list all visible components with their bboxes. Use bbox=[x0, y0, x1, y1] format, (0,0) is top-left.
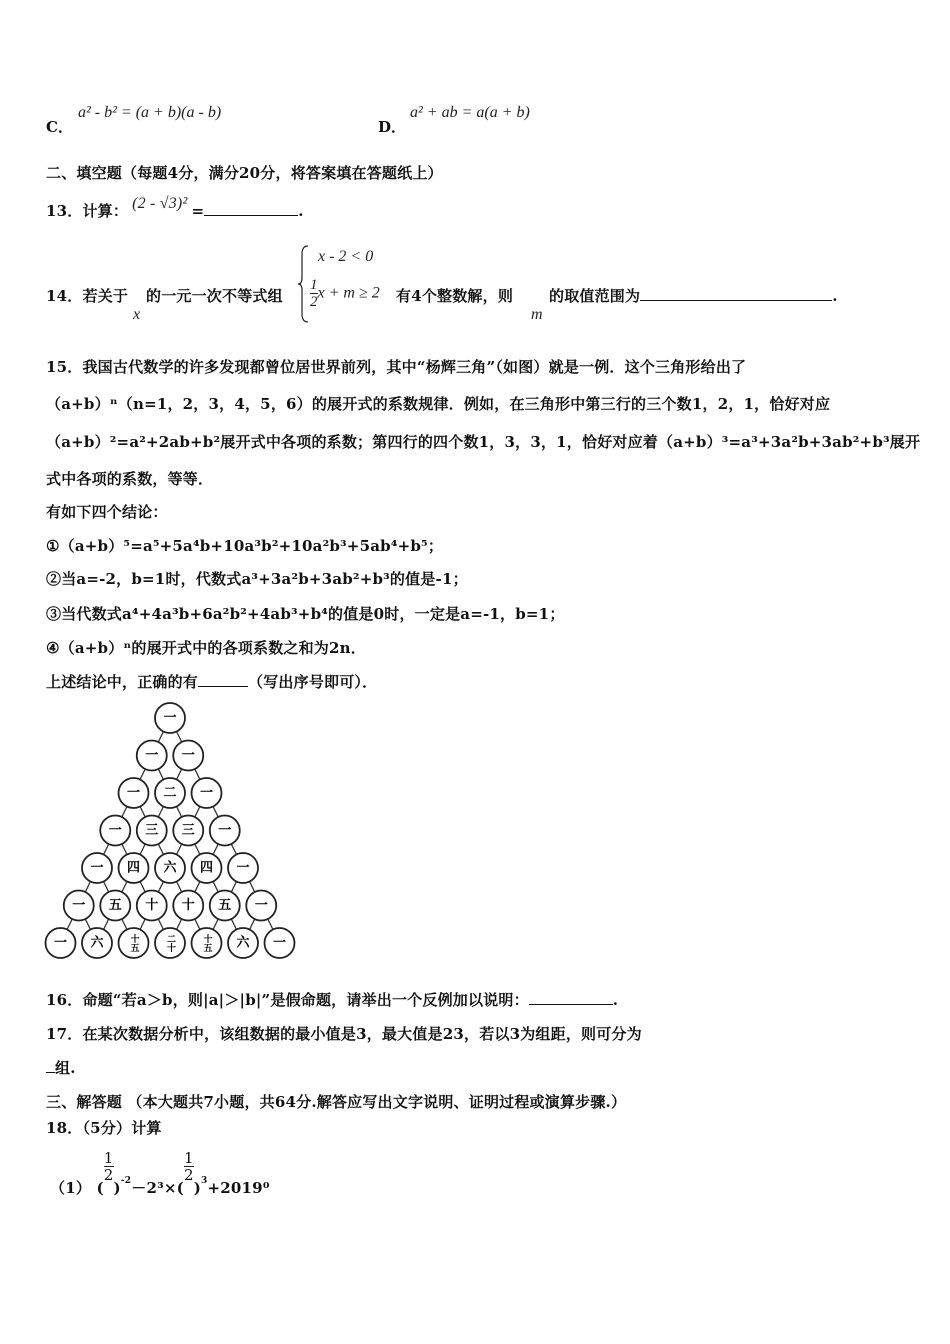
q15-conclusion-3: ③当代数式a⁴+4a³b+6a²b²+4ab³+b⁴的值是0时，一定是a=-1，b=1； bbox=[46, 605, 565, 623]
triangle-node bbox=[82, 853, 112, 883]
q15-line-3: （a+b）²=a²+2ab+b²展开式中各项的系数；第四行的四个数1，3，3，1，恰好对应着（a+b）³=a³+3a²b+3ab²+b³展开 bbox=[46, 433, 921, 451]
triangle-node-label: 四 bbox=[126, 860, 141, 876]
option-d-formula: a² + ab = a(a + b) bbox=[410, 104, 530, 121]
q14-mid2: 有4个整数解，则 bbox=[396, 287, 514, 305]
triangle-node-label: 一 bbox=[72, 898, 86, 913]
triangle-node-label: 二十 bbox=[165, 934, 175, 952]
triangle-node-label: 三 bbox=[181, 823, 195, 838]
section-3-heading: 三、解答题 （本大题共7小题，共64分.解答应写出文字说明、证明过程或演算步骤.） bbox=[46, 1093, 627, 1111]
triangle-node bbox=[155, 853, 185, 883]
triangle-node-label: 一 bbox=[90, 860, 104, 876]
triangle-node bbox=[192, 853, 222, 883]
q14-system-brace bbox=[296, 244, 310, 324]
q16-text: 16．命题“若a＞b，则|a|＞|b|”是假命题，请举出一个反例加以说明： bbox=[46, 991, 529, 1009]
triangle-node bbox=[265, 928, 295, 958]
triangle-node bbox=[155, 778, 185, 808]
triangle-node bbox=[137, 816, 167, 846]
triangle-node bbox=[192, 928, 222, 958]
triangle-node bbox=[173, 816, 203, 846]
triangle-node bbox=[137, 741, 167, 771]
q18-part-1: （1） ( $\frac{1}{2}$ )$^{-2}$－2³×( $\frac{1}{2}$ )$^3$+2019⁰ bbox=[50, 1149, 270, 1197]
q18-frac1-den: 2 bbox=[103, 1166, 114, 1184]
triangle-node bbox=[210, 816, 240, 846]
q18-frac2-num: 1 bbox=[183, 1149, 194, 1167]
q18-frac1-num: 1 bbox=[103, 1149, 114, 1167]
option-c-formula: a² - b² = (a + b)(a - b) bbox=[78, 104, 222, 121]
triangle-node-label: 一 bbox=[254, 898, 268, 913]
triangle-node bbox=[192, 778, 222, 808]
triangle-node bbox=[100, 816, 130, 846]
triangle-node-label: 六 bbox=[236, 935, 250, 951]
q13-expression: (2 - √3)² bbox=[132, 195, 188, 212]
triangle-node bbox=[82, 928, 112, 958]
yang-hui-triangle-figure bbox=[44, 700, 304, 972]
q15-line-5: 有如下四个结论： bbox=[46, 503, 168, 521]
triangle-node bbox=[246, 891, 276, 921]
triangle-node bbox=[173, 741, 203, 771]
q18-exp-2: 3 bbox=[201, 1175, 208, 1186]
triangle-node-label: 五 bbox=[218, 898, 232, 913]
triangle-node-label: 三 bbox=[145, 823, 159, 838]
triangle-node bbox=[137, 891, 167, 921]
question-13: 13．计算： (2 - √3)² = . bbox=[46, 195, 304, 220]
triangle-node-label: 十 bbox=[181, 898, 195, 913]
triangle-node-label: 十五 bbox=[201, 934, 212, 952]
q15-line-4: 式中各项的系数，等等． bbox=[46, 470, 214, 488]
option-c-label: C． bbox=[46, 118, 73, 136]
q15-conclusion-1: ①（a+b）⁵=a⁵+5a⁴b+10a³b²+10a²b³+5ab⁴+b⁵； bbox=[46, 537, 444, 555]
q14-mid: 的一元一次不等式组 bbox=[146, 287, 283, 305]
q14-frac-num: 1 bbox=[310, 277, 318, 293]
q17-line-2 bbox=[46, 1057, 76, 1078]
triangle-node bbox=[64, 891, 94, 921]
q15-conclusion-4: ④（a+b）ⁿ的展开式中的各项系数之和为2n． bbox=[46, 639, 366, 657]
q15-ask bbox=[46, 671, 377, 692]
q14-answer-blank bbox=[640, 286, 832, 301]
q15-line-1: 15．我国古代数学的许多发现都曾位居世界前列，其中“杨辉三角”（如图）就是一例．这个三角形给出了 bbox=[46, 358, 747, 376]
triangle-node-label: 五 bbox=[108, 898, 122, 913]
q14-suffix-line: 的取值范围为 . bbox=[549, 287, 838, 305]
option-d-label: D． bbox=[378, 118, 407, 136]
q18-fraction-2 bbox=[184, 1150, 194, 1183]
q13-answer-blank bbox=[204, 201, 298, 216]
q17-line-1: 17．在某次数据分析中，该组数据的最小值是3，最大值是23，若以3为组距，则可分为 bbox=[46, 1025, 642, 1043]
q18-title: 18．（5分）计算 bbox=[46, 1119, 162, 1137]
triangle-node-label: 十 bbox=[145, 898, 159, 913]
triangle-node bbox=[210, 891, 240, 921]
q15-ask-prefix: 上述结论中，正确的有 bbox=[46, 673, 199, 691]
q14-suffix: 的取值范围为 bbox=[549, 287, 641, 305]
triangle-node-label: 六 bbox=[163, 860, 177, 876]
q14-prefix: 14．若关于 bbox=[46, 287, 129, 305]
triangle-node-label: 一 bbox=[199, 785, 214, 801]
triangle-node-label: 一 bbox=[181, 748, 195, 763]
triangle-node-label: 四 bbox=[199, 860, 214, 876]
triangle-node bbox=[119, 853, 149, 883]
triangle-node-label: 一 bbox=[272, 935, 287, 951]
q15-ask-suffix: （写出序号即可）． bbox=[248, 673, 378, 691]
triangle-node bbox=[119, 928, 149, 958]
q14-inequality-2 bbox=[310, 277, 380, 310]
triangle-node bbox=[155, 703, 185, 733]
q14-ineq2-rest: x + m ≥ 2 bbox=[317, 284, 380, 302]
q14-inequality-1: x - 2 < 0 bbox=[318, 248, 374, 265]
triangle-node-label: 一 bbox=[145, 748, 159, 763]
q17-answer-blank bbox=[46, 1058, 55, 1073]
triangle-node-label: 二 bbox=[163, 785, 177, 801]
triangle-node-label: 一 bbox=[108, 823, 122, 838]
triangle-node bbox=[173, 891, 203, 921]
triangle-node bbox=[155, 928, 185, 958]
triangle-node bbox=[46, 928, 76, 958]
q14-fraction bbox=[310, 277, 318, 310]
q15-conclusion-2: ②当a=-2，b=1时，代数式a³+3a²b+3ab²+b³的值是-1； bbox=[46, 570, 468, 588]
section-2-heading: 二、填空题（每题4分，满分20分，将答案填在答题纸上） bbox=[46, 164, 443, 182]
q15-answer-blank bbox=[198, 672, 248, 687]
q18-frac2-den: 2 bbox=[183, 1166, 194, 1184]
triangle-node-label: 十五 bbox=[128, 934, 139, 952]
q18-exp-1: -2 bbox=[120, 1175, 132, 1186]
triangle-node bbox=[228, 853, 258, 883]
q17-line-2-text: 组. bbox=[55, 1059, 76, 1077]
q14-var-x: x bbox=[133, 306, 141, 323]
q18-tail: +2019⁰ bbox=[207, 1178, 270, 1197]
q16-answer-blank bbox=[529, 990, 613, 1005]
q13-prefix: 13．计算： bbox=[46, 202, 129, 220]
triangle-node bbox=[119, 778, 149, 808]
triangle-node bbox=[228, 928, 258, 958]
q18-part-1-label: （1） bbox=[50, 1178, 92, 1197]
triangle-node-label: 一 bbox=[126, 785, 141, 801]
question-16: 16．命题“若a＞b，则|a|＞|b|”是假命题，请举出一个反例加以说明： . bbox=[46, 991, 619, 1009]
triangle-node-label: 一 bbox=[53, 935, 68, 951]
q14-var-m: m bbox=[531, 306, 543, 323]
q18-fraction-1 bbox=[104, 1150, 114, 1183]
triangle-node-label: 一 bbox=[236, 860, 250, 876]
q13-equals: = bbox=[191, 202, 205, 220]
q18-mid: －2³× bbox=[131, 1178, 177, 1197]
triangle-node-label: 一 bbox=[163, 710, 177, 726]
triangle-node-label: 六 bbox=[90, 935, 104, 951]
triangle-node bbox=[100, 891, 130, 921]
triangle-node-label: 一 bbox=[218, 823, 232, 838]
q15-line-2: （a+b）ⁿ（n=1，2，3，4，5，6）的展开式的系数规律．例如，在三角形中第三行的三个数1，2，1，恰好对应 bbox=[46, 395, 831, 413]
q14-frac-den: 2 bbox=[310, 294, 318, 310]
